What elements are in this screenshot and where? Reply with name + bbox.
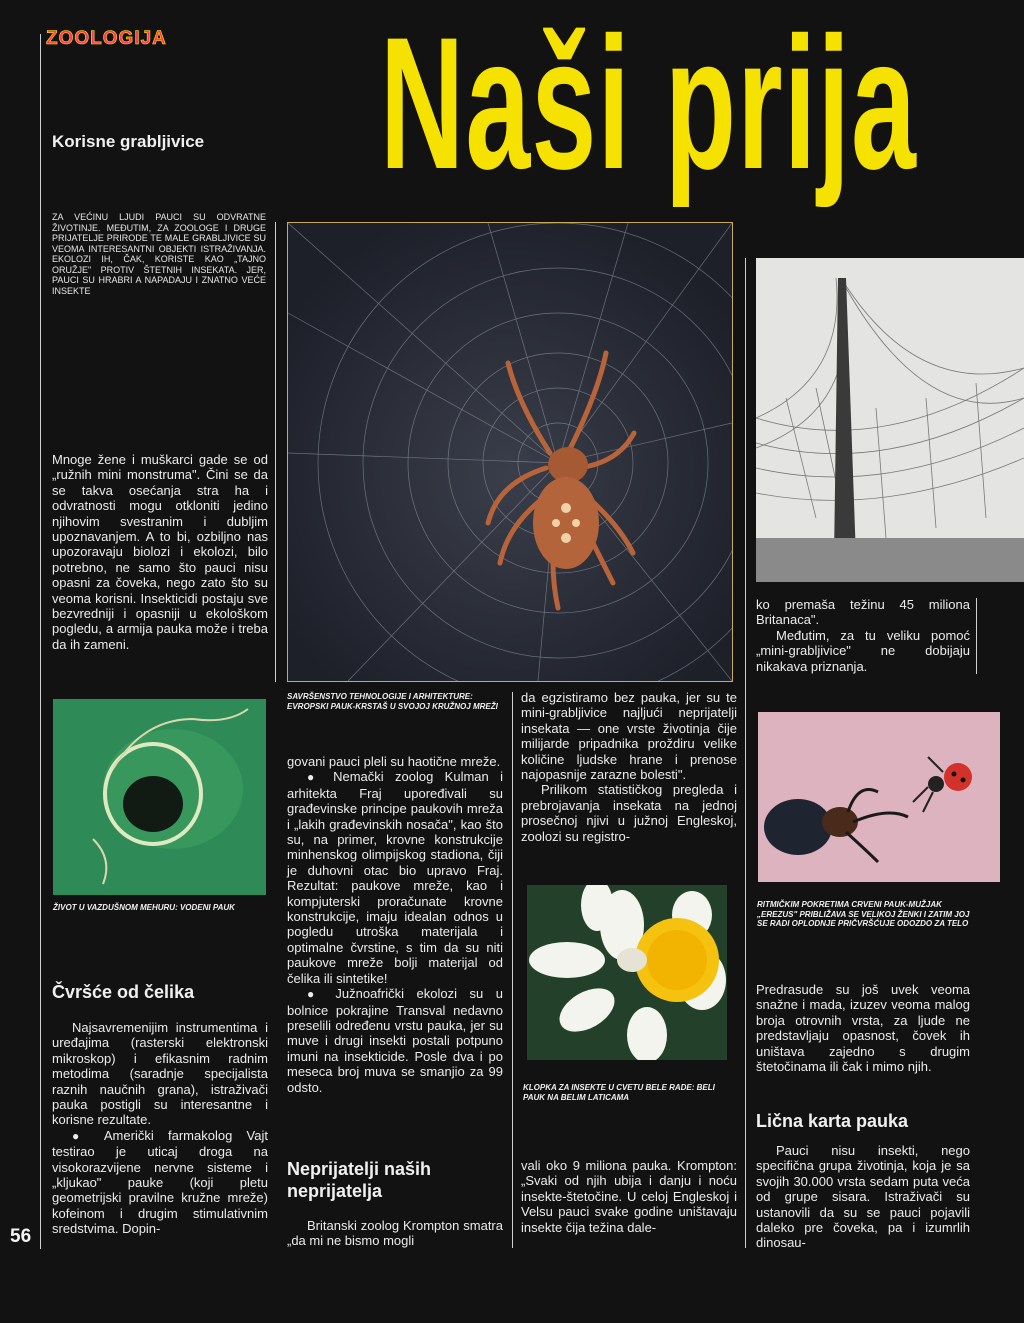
headline: Naši prija (380, 0, 918, 208)
col1-body (52, 452, 268, 652)
column-rule (745, 258, 746, 1248)
subhead: Korisne grabljivice (52, 132, 205, 151)
col4-paragraph: Pauci nisu insekti, nego specifična grupa životinja, koja je sa svojih 30.000 vrsta sedam puta veća od grupe sisara. Istraživači su ustanovili da su se pauci pojavili daleko pre čoveka, pa i izumrlih dinosau- (756, 1143, 970, 1251)
col3-paragraph: Prilikom statističkog pregleda i prebrojavanja insekata na jednoj prosečnoj njivi u južnoj Engleskoj, zoolozi su registro- (521, 782, 737, 844)
col2-paragraph (287, 769, 503, 986)
spider-web-illustration (288, 223, 732, 681)
bullet-icon: ● (307, 987, 336, 1002)
margin-rule (40, 34, 41, 1249)
caption-spider-pair: RITMIČKIM POKRETIMA CRVENI PAUK-MUŽJAK „EREZUS" PRIBLIŽAVA SE VELIKOJ ŽENKI I ZATIM JOJ SE RADI OPLODNJE PRIČVRŠĆUJE ODOZDO ZA TELO (757, 900, 970, 928)
stadium-roof-photo (756, 258, 1024, 582)
daisy-spider-photo (527, 885, 727, 1060)
page-number: 56 (10, 1226, 32, 1247)
col2-body-2 (287, 1218, 503, 1249)
col1-paragraph-text: Američki farmakolog Vajt testirao je uticaj droga na visokorazvijene nervne sisteme i „kljukao" pauke (koji pletu geometrijski pravilne kružne mreže) kofeinom i drugim stimulativnim sredstvima. Dopin- (52, 1127, 268, 1237)
col2-body (287, 754, 503, 1095)
heading-neprijatelji: Neprijatelji naših neprijatelja (287, 1159, 432, 1201)
col4-body-3 (756, 1143, 970, 1251)
col1-body-2 (52, 1020, 268, 1237)
bullet-icon: ● (307, 770, 334, 785)
col2-paragraph (287, 986, 503, 1095)
col4-paragraph: ko premaša težinu 45 miliona Britanaca". (756, 597, 970, 628)
caption-water-spider: ŽIVOT U VAZDUŠNOM MEHURU: VODENI PAUK (53, 903, 235, 912)
col2-paragraph: govani pauci pleli su haotične mreže. (287, 754, 501, 769)
garden-spider-photo (287, 222, 733, 682)
col2-paragraph: Britanski zoolog Krompton smatra „da mi ne bismo mogli (287, 1218, 503, 1249)
col2-paragraph-text: Nemački zoolog Kulman i arhitekta Fraj upoređivali su građevinske principe paukovih mreža i „lakih građevinskih nosača", kao što su, na primer, krovne konstrukcije minhenskog olimpijskog stadiona, čiji je duhovni otac bio upravo Fraj. Rezultat: paukove mreže, kao i kompjuterski proračunate krovne konstrukcije, imaju idealan odnos u pogledu utroška materijala i optimalne čvrstine, s tim da su niti paukove mreže bolji materijal od čelika ili sintetike! (287, 769, 503, 986)
bullet-icon: ● (72, 1128, 104, 1143)
column-rule (976, 598, 977, 674)
col4-paragraph: Predrasude su još uvek veoma snažne i mada, izuzev veoma malog broja otrovnih vrsta, za ljude ne predstavljaju opasnost, čovek ih uništava zajedno s drugim štetočinama ili čak i mimo njih. (756, 982, 970, 1075)
column-rule (512, 692, 513, 1248)
col3-body-2 (521, 1158, 737, 1235)
col1-paragraph (52, 1128, 268, 1237)
col2-paragraph-text: Južnoafrički ekolozi su u bolnice pokrajine Transval nedavno preselili određenu vrstu pauka, jer su muve i drugi insekti postali potpuno imuni na insekticide. Posle dva i po meseca broj muva se smanjio za 99 odsto. (287, 986, 503, 1095)
heading-licna-karta: Lična karta pauka (756, 1111, 909, 1131)
col3-paragraph: da egzistiramo bez pauka, jer su te mini-grabljivice najljući neprijatelji insekata — one vrste životinja čije milijarde pripadnika proždiru velike količine ljudske hrane i prenose najopasnije zarazne bolesti". (521, 690, 737, 783)
water-spider-photo (53, 699, 266, 895)
column-rule (275, 222, 276, 682)
deck-text: ZA VEĆINU LJUDI PAUCI SU ODVRATNE ŽIVOTINJE. MEĐUTIM, ZA ZOOLOGE I DRUGE PRIJATELJE PRIRODE TE MALE GRABLJIVICE SU VEOMA INTERESANTNI OBJEKTI ISTRAŽIVANJA. EKOLOZI IH, ČAK, KORISTE KAO „TAJNO ORUŽJE" PROTIV ŠTETNIH INSEKATA. JER, PAUCI SU HRABRI A NAPADAJU I ZNATNO VEĆE INSEKTE (52, 212, 266, 296)
col4-body (756, 597, 970, 674)
col1-paragraph: Najsavremenijim instrumentima i uređajima (rasterski elektronski mikroskop) i efikasnim radnim metodima (saradnje specijalista raznih naučnih grana), istraživači pauka postigli su interesantne i korisne rezultate. (52, 1020, 268, 1128)
col1-paragraph: Mnoge žene i muškarci gade se od „ružnih mini monstruma". Čini se da se takva osećanja stra ha i odvratnosti mogu otkloniti jedino njihovim svestranim i dubljim upoznavanjem. A to bi, ozbiljno nas upozoravaju biolozi i ekolozi, bilo potrebno, ne samo što pauci nisu opasni za čoveka, nego zato što su veoma korisni. Insekticidi postaju sve bezvredniji i opasniji u ekološkom pogledu, a armija pauka može i treba da ih zameni. (52, 452, 268, 652)
spider-pair-photo (758, 712, 1000, 882)
col4-body-2 (756, 982, 970, 1074)
heading-cvrsce: Čvršće od čelika (52, 982, 195, 1002)
col3-body (521, 690, 737, 844)
col4-paragraph: Međutim, za tu veliku pomoć „mini-grabljivice" ne dobijaju nikakava priznanja. (756, 627, 970, 674)
col3-paragraph: vali oko 9 miliona pauka. Krompton: „Svaki od njih ubija i danju i noću insekte-štetočine. U celoj Engleskoj i Velsu pauci svake godine uništavaju insekte čija težina dale- (521, 1158, 737, 1235)
section-label: ZOOLOGIJA (46, 28, 167, 49)
caption-daisy: KLOPKA ZA INSEKTE U CVETU BELE RADE: BELI PAUK NA BELIM LATICAMA (523, 1083, 715, 1102)
caption-spider: SAVRŠENSTVO TEHNOLOGIJE I ARHITEKTURE: EVROPSKI PAUK-KRSTAŠ U SVOJOJ KRUŽNOJ MREŽI (287, 692, 498, 711)
